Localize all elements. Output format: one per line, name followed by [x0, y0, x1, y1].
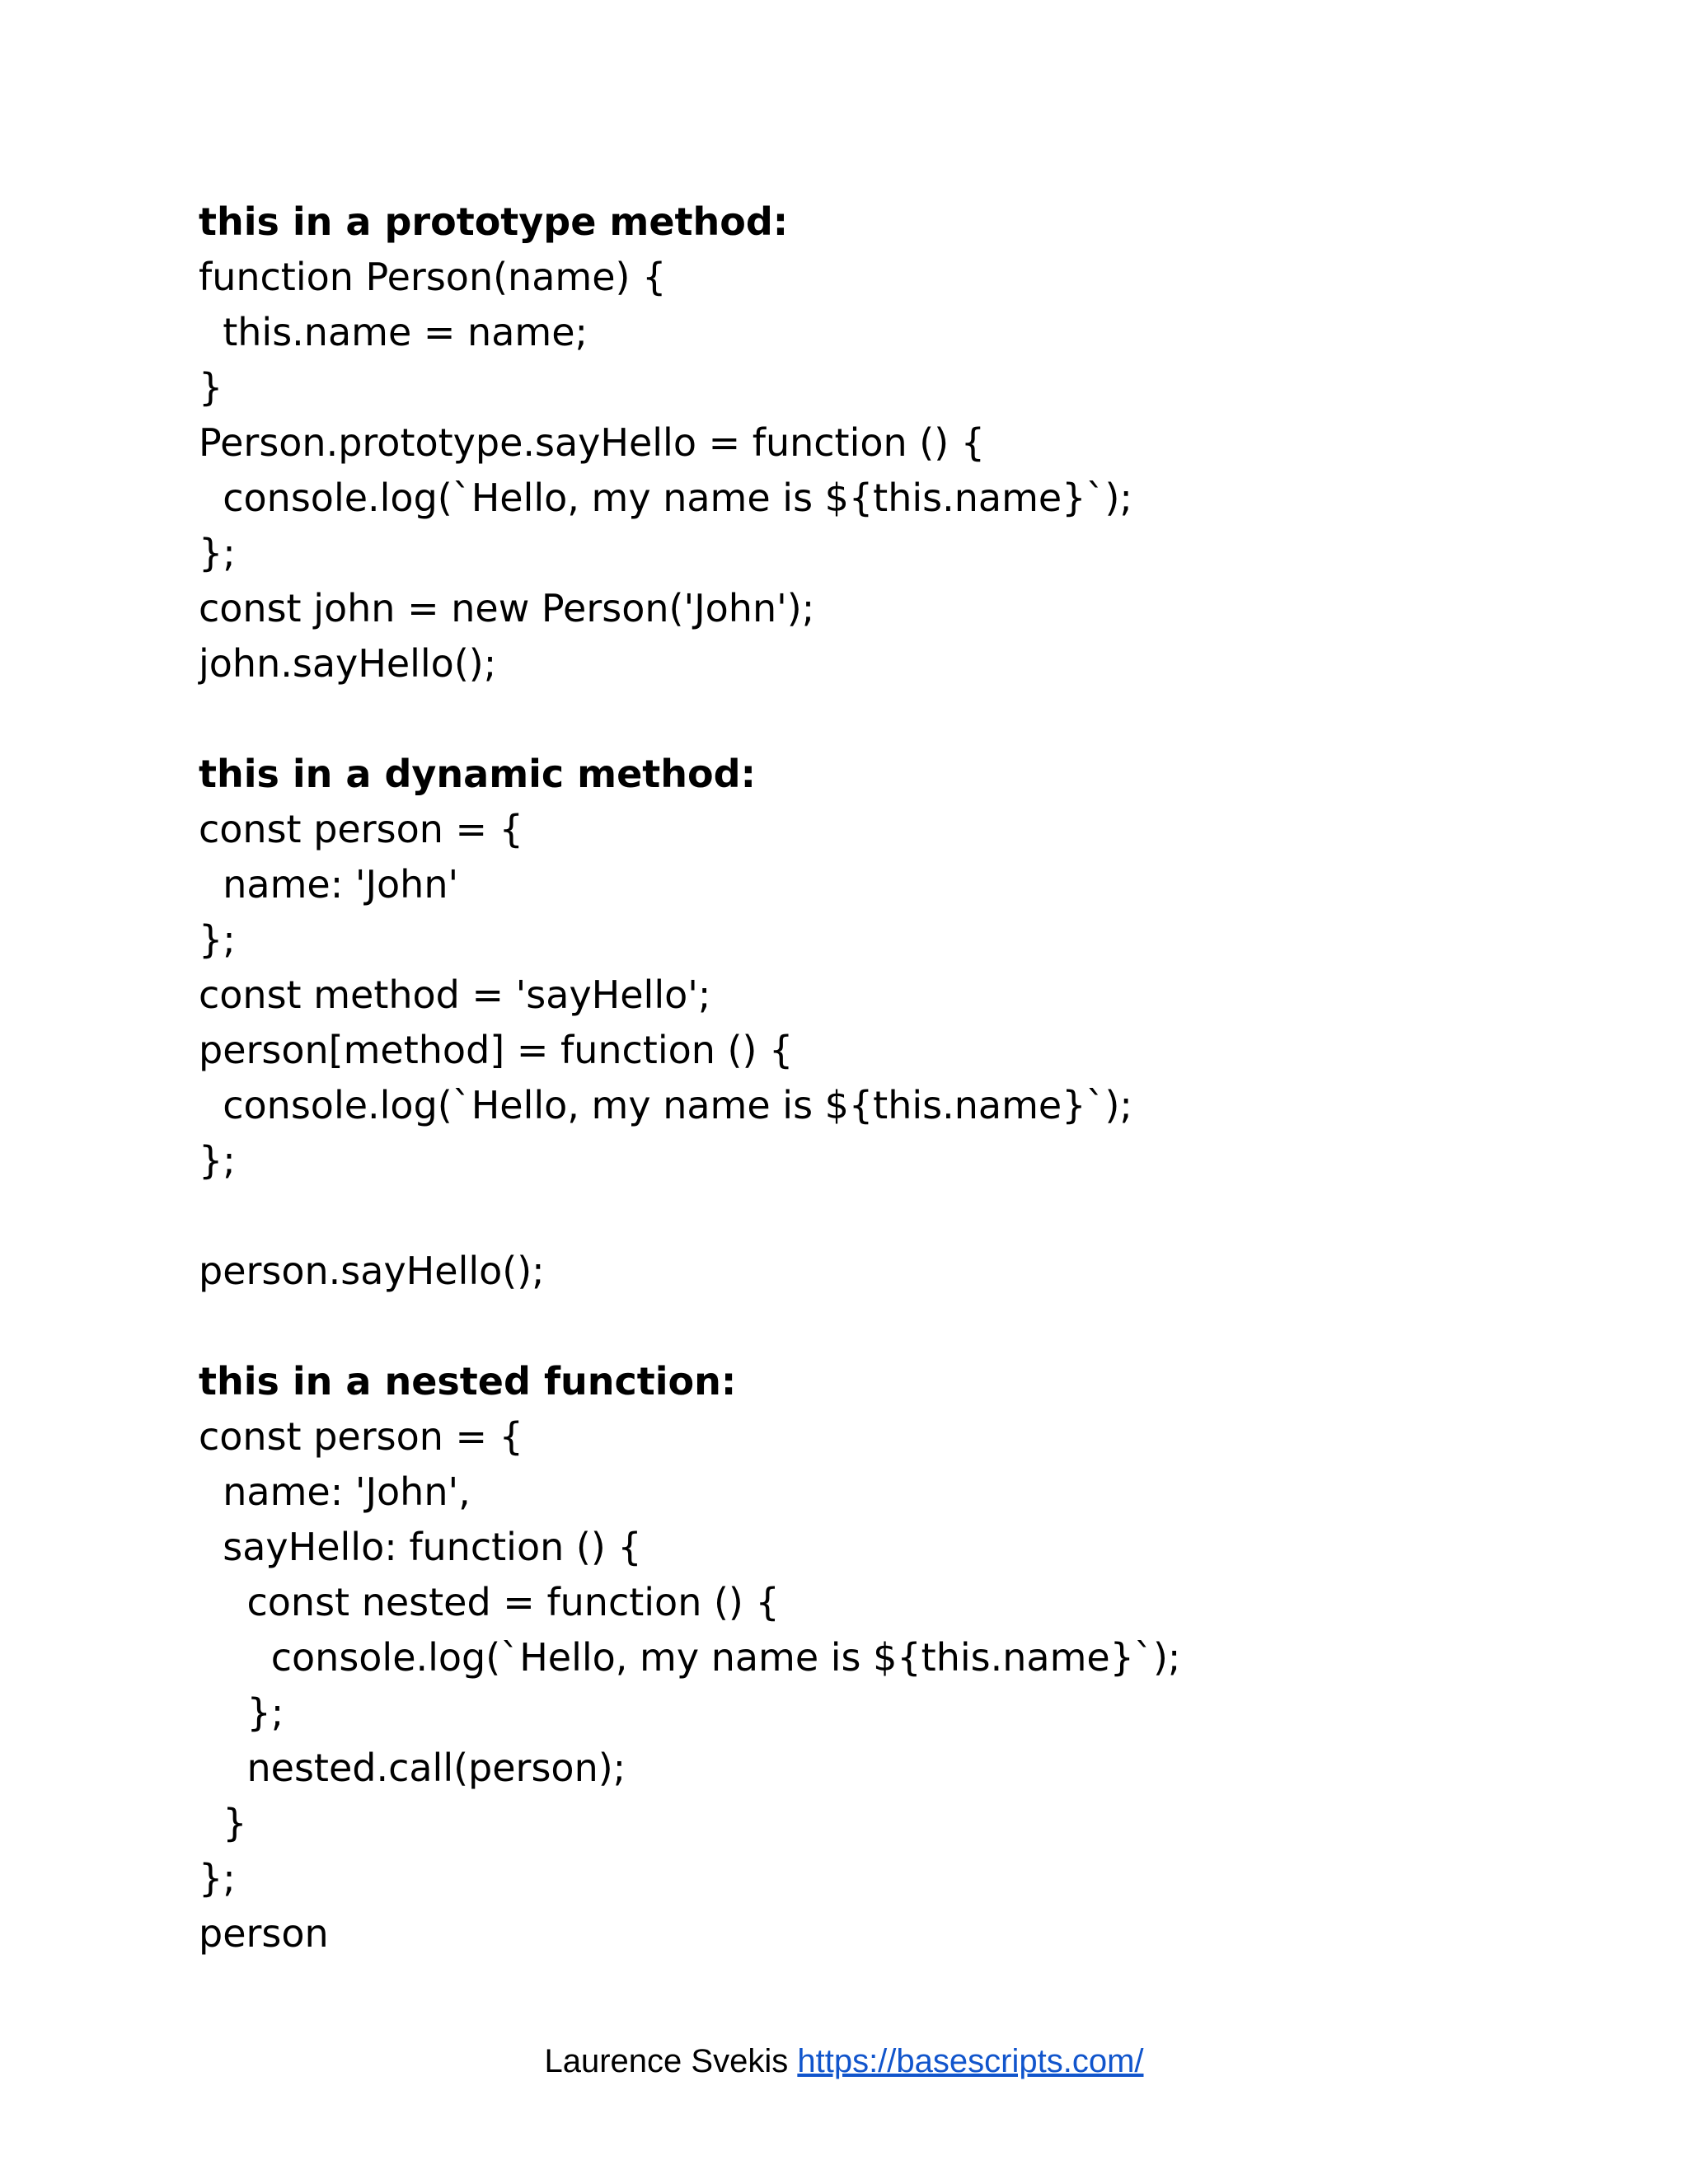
code-line: name: 'John'	[199, 862, 459, 907]
code-line: Person.prototype.sayHello = function () {	[199, 420, 986, 465]
section-heading-prototype: this in a prototype method:	[199, 199, 789, 244]
section-heading-dynamic: this in a dynamic method:	[199, 752, 756, 796]
spacer	[199, 691, 1600, 747]
code-line: console.log(`Hello, my name is ${this.name}`);	[199, 1635, 1181, 1680]
code-line: person[method] = function () {	[199, 1028, 794, 1072]
code-line: };	[199, 1856, 236, 1900]
code-line: name: 'John',	[199, 1469, 471, 1514]
code-line: };	[199, 531, 236, 575]
code-line	[199, 1188, 1600, 1244]
code-line: nested.call(person);	[199, 1746, 626, 1790]
code-line: john.sayHello();	[199, 641, 497, 686]
page-footer	[0, 2041, 1688, 2081]
footer-author: Laurence Svekis	[544, 2043, 789, 2079]
code-line: person	[199, 1911, 329, 1956]
code-line: }	[199, 365, 223, 410]
code-line: console.log(`Hello, my name is ${this.name}`);	[199, 476, 1132, 520]
code-line: this.name = name;	[199, 310, 588, 354]
code-line: person.sayHello();	[199, 1249, 545, 1293]
code-line: console.log(`Hello, my name is ${this.name}`);	[199, 1083, 1132, 1127]
code-line: sayHello: function () {	[199, 1525, 642, 1569]
spacer	[199, 1299, 1600, 1354]
code-line: const nested = function () {	[199, 1580, 780, 1624]
code-line: const john = new Person('John');	[199, 586, 815, 630]
code-line: const method = 'sayHello';	[199, 972, 711, 1017]
code-line: function Person(name) {	[199, 255, 667, 299]
code-line: };	[199, 1690, 284, 1735]
section-heading-nested: this in a nested function:	[199, 1359, 737, 1404]
code-line: const person = {	[199, 1414, 523, 1459]
footer-link[interactable]: https://basescripts.com/	[797, 2043, 1144, 2079]
code-line: }	[199, 1801, 247, 1845]
code-line: const person = {	[199, 807, 523, 851]
code-line: };	[199, 1138, 236, 1183]
document-body	[199, 194, 1600, 1961]
code-line: };	[199, 917, 236, 962]
